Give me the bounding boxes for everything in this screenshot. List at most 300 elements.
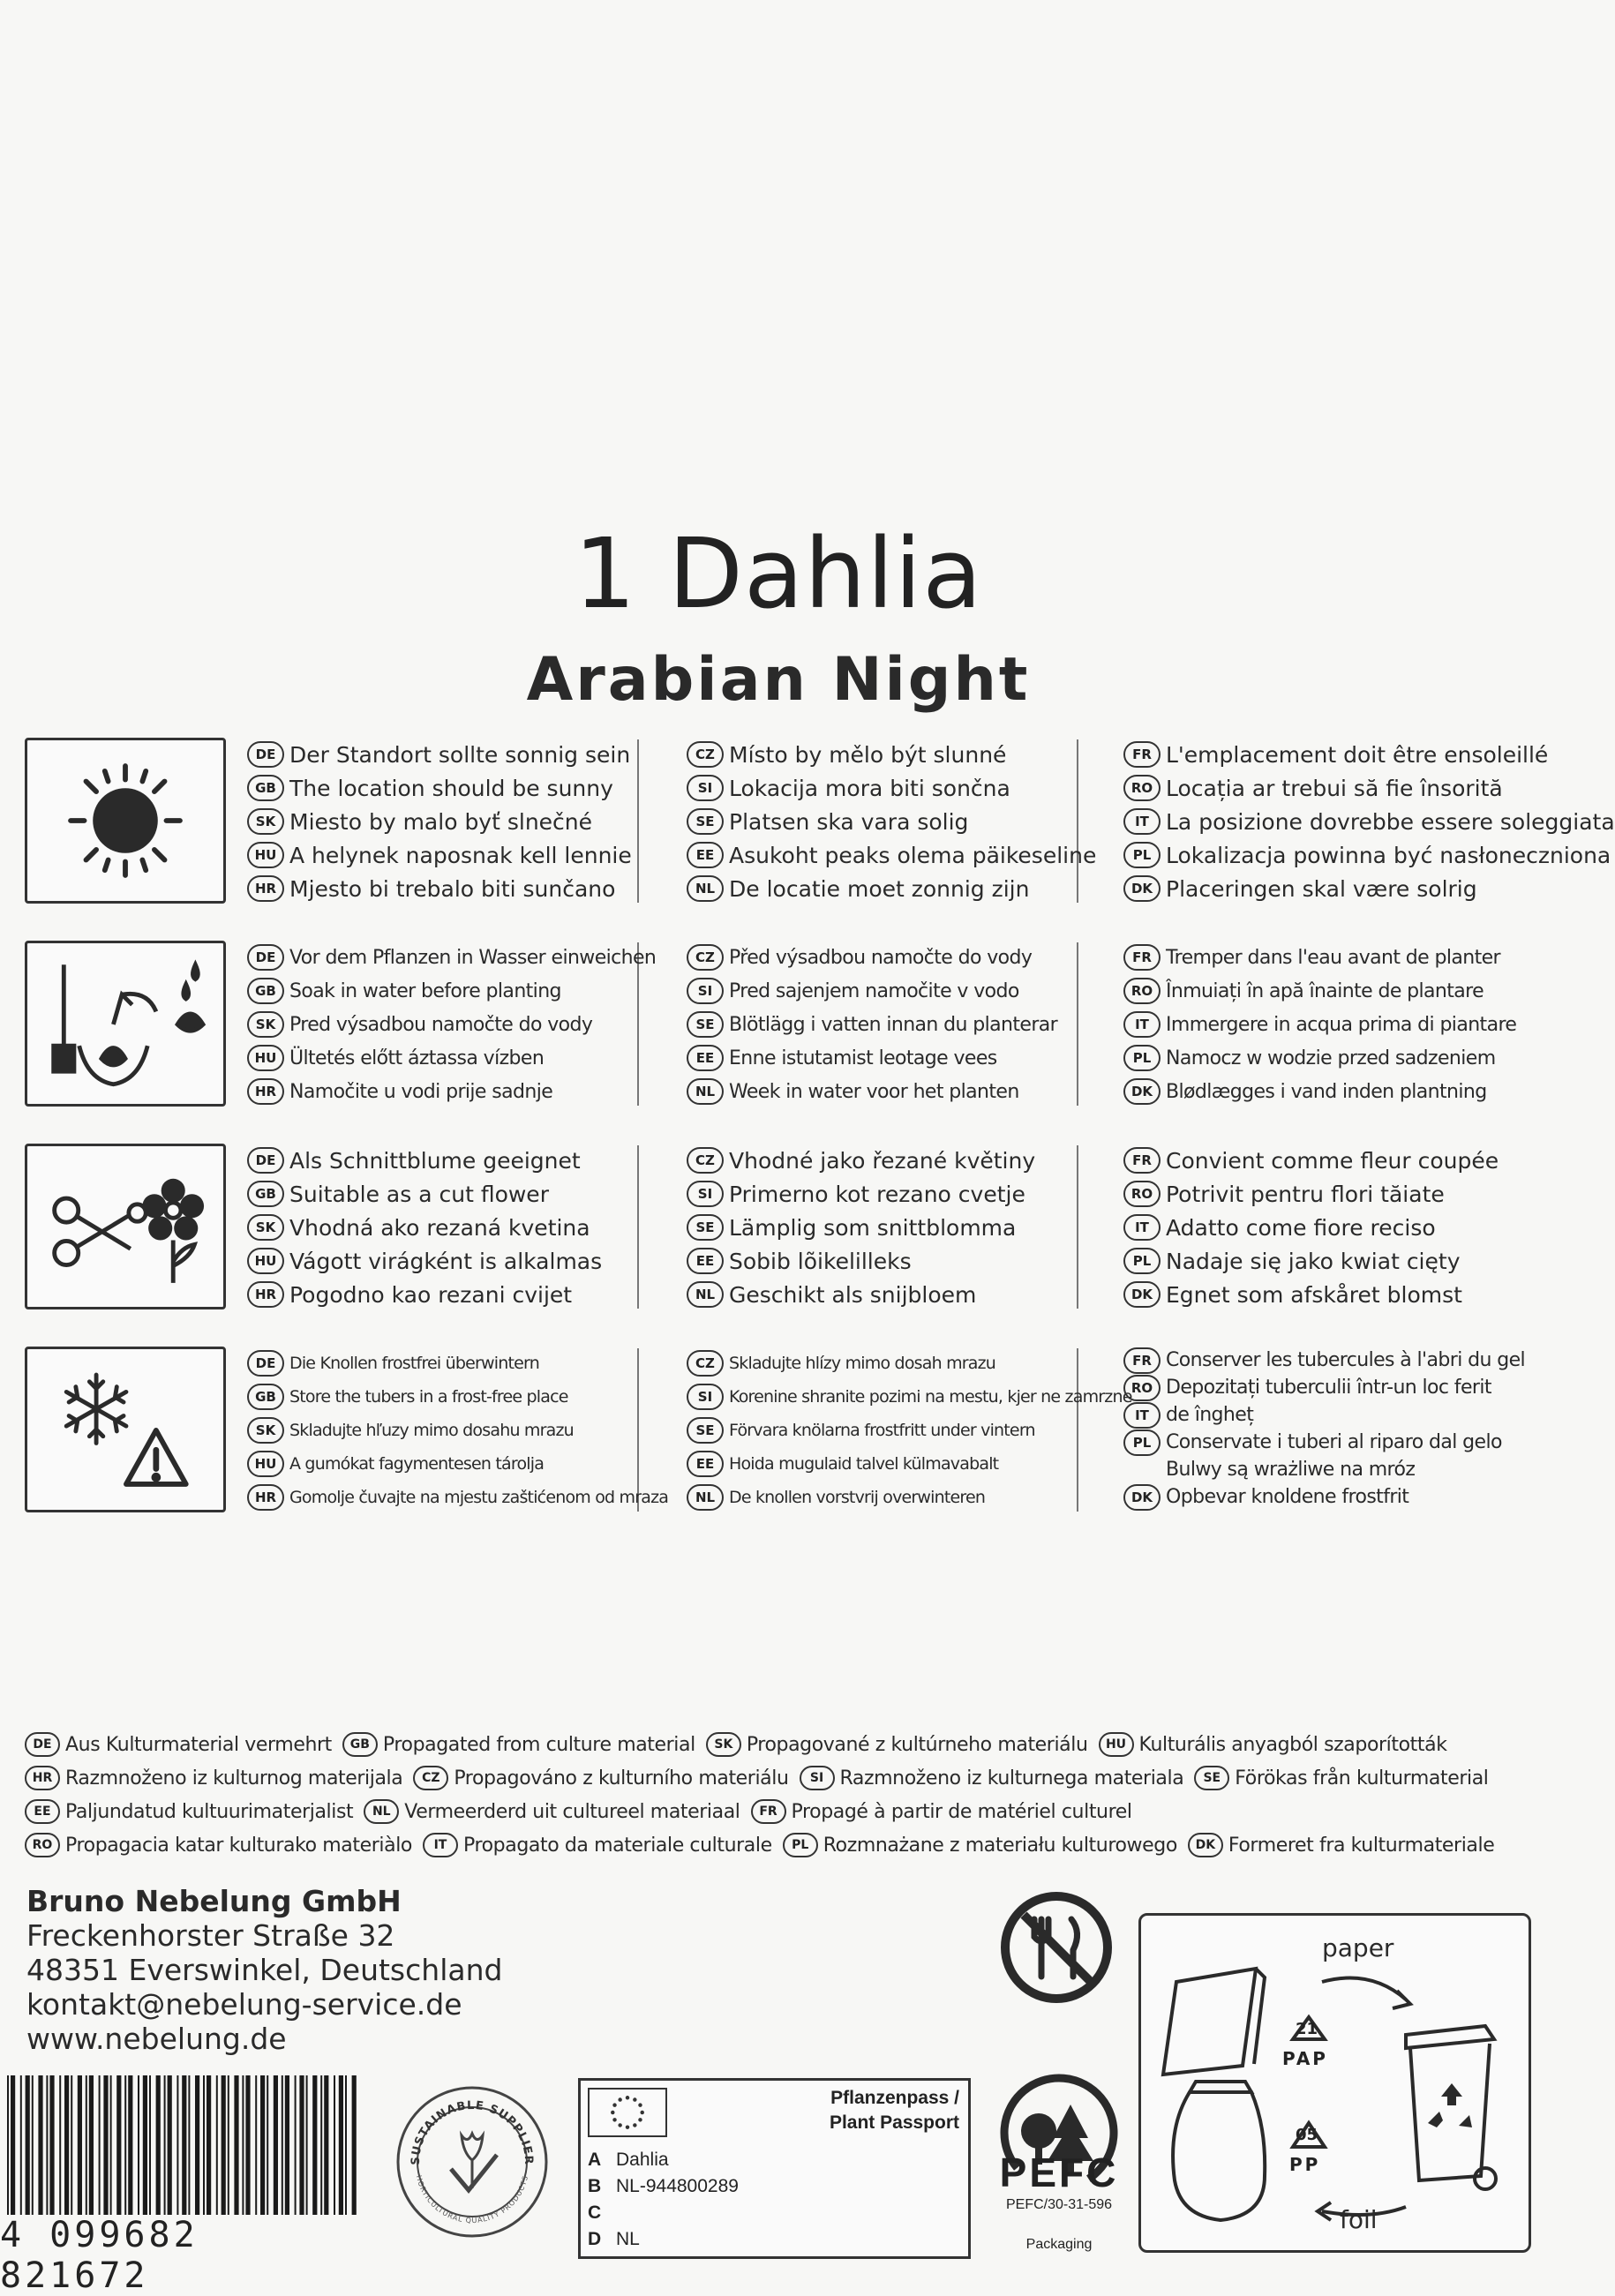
instruction-line [247,872,693,905]
propagation-text: Propagato da materiale culturale [462,1834,772,1857]
instruction-line [687,1144,1128,1177]
seal-top-text: SUSTAINABLE SUPPLIER [409,2098,536,2165]
country-code-badge: NL [687,875,724,902]
instruction-line [1123,1244,1565,1278]
instruction-text: Week in water voor het planten [729,1080,1019,1103]
country-code-badge: HU [247,1045,284,1071]
country-code-badge: DK [1123,1078,1161,1105]
instruction-text: Namocz w wodzie przed sadzeniem [1166,1047,1496,1069]
propagation-text: Aus Kulturmaterial vermehrt [65,1733,332,1756]
instruction-text: De knollen vorstvrij overwinteren [729,1488,986,1507]
instruction-line [687,1008,1128,1041]
instruction-text: Potrivit pentru flori tăiate [1166,1181,1445,1207]
country-code-badge: FR [1123,741,1161,768]
country-code-badge: IT [1123,1214,1161,1241]
instruction-text: Namočite u vodi prije sadnje [289,1080,553,1103]
country-code-badge: FR [1123,944,1161,971]
country-code-badge: IT [1123,1011,1161,1038]
country-code-badge: SK [706,1732,741,1757]
country-code-badge: SI [687,978,724,1004]
country-code-badge: PL [783,1833,818,1857]
instruction-line [247,974,693,1008]
instruction-line [687,1075,1128,1108]
frost-warning-icon [25,1347,226,1512]
sun-icon [25,738,226,904]
recycling-diagram [1141,1916,1529,2250]
country-code-badge: EE [687,1248,724,1274]
instruction-line [687,1347,1128,1380]
sustainable-supplier-seal [393,2082,552,2241]
instruction-line [1123,1347,1565,1374]
instruction-text: Suitable as a cut flower [289,1181,549,1207]
instruction-line [687,1414,1128,1447]
instruction-line [687,974,1128,1008]
eu-star [618,2097,621,2101]
instruction-text: Skladujte hľuzy mimo dosahu mrazu [289,1421,574,1440]
country-code-badge: NL [364,1799,399,1824]
soak-bulb-icon [25,941,226,1107]
country-code-badge: HU [247,842,284,868]
instruction-line [247,738,693,771]
country-code-badge: SI [800,1766,835,1790]
instruction-line [687,1244,1128,1278]
passport-key-a: A [588,2150,602,2170]
country-code-badge: SE [687,1011,724,1038]
passport-row-c [588,2202,616,2224]
paper-label: paper [1322,1933,1394,1962]
instruction-text: Lokacija mora biti sončna [729,775,1010,801]
instruction-text: Vhodná ako rezaná kvetina [289,1214,590,1241]
instruction-column [687,1144,1128,1311]
eu-star [612,2103,616,2106]
paper-recycle-code: PAP [1282,2048,1328,2069]
country-code-badge: DK [1188,1833,1223,1857]
passport-row-d [588,2229,640,2250]
instruction-text: Placeringen skal være solrig [1166,875,1477,902]
instruction-line [247,1008,693,1041]
instruction-line [1123,1211,1565,1244]
country-code-badge: SI [687,775,724,801]
country-code-badge: HU [247,1248,284,1274]
propagation-line [25,1795,1543,1828]
instruction-text: The location should be sunny [289,775,613,801]
instruction-line [247,1414,693,1447]
instruction-line [247,1144,693,1177]
country-code-badge: FR [1123,1347,1161,1374]
country-code-badge: HR [247,1281,284,1308]
instruction-text: Sobib lõikelilleks [729,1248,912,1274]
country-code-badge: DE [247,1350,284,1377]
recycling-panel [1138,1913,1531,2253]
propagation-item [25,1799,353,1824]
tulip-check-icon [451,2134,497,2190]
instruction-text: Egnet som afskåret blomst [1166,1281,1462,1308]
country-code-badge: GB [247,1384,284,1410]
passport-title [830,2086,959,2135]
passport-row-b [588,2176,739,2197]
propagation-item [1099,1732,1447,1757]
country-code-badge: NL [687,1078,724,1105]
country-code-badge: HR [25,1766,60,1790]
company-name: Bruno Nebelung GmbH [26,1884,402,1918]
country-code-badge: SK [247,1011,284,1038]
passport-key-c: C [588,2202,602,2223]
country-code-badge: PL [1123,1248,1161,1274]
instruction-line [1123,1075,1565,1108]
product-variety: Arabian Night [526,645,1031,715]
instruction-line [247,1041,693,1075]
seal-bottom-text: HORTICULTURAL QUALITY PRODUCTS [414,2174,530,2225]
instruction-text: Blötlägg i vatten innan du planterar [729,1013,1058,1036]
instruction-text: A helynek naposnak kell lennie [289,842,632,868]
pefc-code: PEFC/30-31-596 [1005,2197,1113,2212]
propagation-item [25,1833,412,1857]
country-code-badge: RO [1123,1375,1161,1401]
eu-star [611,2111,614,2114]
instruction-line [247,941,693,974]
instruction-text: Lämplig som snittblomma [729,1214,1017,1241]
country-code-badge: CZ [687,1147,724,1174]
instruction-line [687,738,1128,771]
instruction-text: Skladujte hlízy mimo dosah mrazu [729,1354,996,1373]
instruction-text: A gumókat fagymentesen tárolja [289,1454,545,1474]
country-code-badge: GB [247,1181,284,1207]
propagation-item [364,1799,740,1824]
instruction-line [1123,1278,1565,1311]
instruction-line [687,838,1128,872]
foil-recycle-code: PP [1289,2154,1321,2175]
country-code-badge: HU [247,1451,284,1477]
instruction-column [687,941,1128,1108]
country-code-badge: RO [1123,978,1161,1004]
propagation-text: Propagacia katar kulturako materiàlo [65,1834,412,1857]
passport-row-a [588,2150,669,2171]
instruction-text: Adatto come fiore reciso [1166,1214,1436,1241]
eu-star [633,2123,636,2127]
eu-star [638,2118,642,2121]
propagation-text: Rozmnażane z materiału kulturowego [823,1834,1177,1857]
instruction-text: Primerno kot rezano cvetje [729,1181,1025,1207]
instruction-row [25,1347,1543,1514]
country-code-badge: SE [687,1417,724,1444]
instruction-line [1123,941,1565,974]
propagation-item [342,1732,695,1757]
foil-label: foil [1340,2205,1378,2234]
country-code-badge: DE [247,741,284,768]
instruction-row [25,1144,1543,1311]
instruction-column [1123,738,1615,905]
instruction-line [687,1481,1128,1514]
plant-passport [578,2078,971,2259]
instruction-text: Enne istutamist leotage vees [729,1047,997,1069]
company-city: 48351 Everswinkel, Deutschland [26,1953,503,1987]
passport-value-a: Dahlia [616,2150,669,2170]
country-code-badge: SK [247,1417,284,1444]
instruction-line [1123,1374,1565,1401]
propagation-text: Propagated from culture material [382,1733,695,1756]
country-code-badge: CZ [413,1766,448,1790]
propagation-text: Razmnoženo iz kulturnog materijala [65,1767,403,1790]
propagation-line [25,1828,1543,1862]
propagation-text: Propagované z kultúrneho materiálu [746,1733,1088,1756]
country-code-badge: EE [687,1451,724,1477]
pefc-packaging-label: Packaging [1025,2237,1093,2252]
instruction-text: Vor dem Pflanzen in Wasser einweichen [289,946,657,969]
instruction-line [1123,1041,1565,1075]
instruction-text: Der Standort sollte sonnig sein [289,741,631,768]
passport-value-d: NL [616,2229,640,2249]
instruction-text: Conserver les tubercules à l'abri du gel [1166,1349,1526,1371]
instruction-line [247,1347,693,1380]
eu-star [626,2125,629,2128]
company-street: Freckenhorster Straße 32 [26,1918,395,1953]
instruction-text: Pred výsadbou namočte do vody [289,1013,593,1036]
country-code-badge: NL [687,1484,724,1511]
instruction-text: Opbevar knoldene frostfrit [1166,1486,1409,1508]
country-code-badge: SK [247,808,284,835]
instruction-text: Ültetés előtt áztassa vízben [289,1047,545,1069]
propagation-text: Formeret fra kulturmateriale [1228,1834,1495,1857]
instruction-text: Korenine shranite pozimi na mestu, kjer ne zamrzne [729,1387,1132,1407]
instruction-line [687,1447,1128,1481]
country-code-badge: FR [751,1799,786,1824]
instruction-line [247,1481,693,1514]
instruction-text: Vágott virágként is alkalmas [289,1248,603,1274]
instruction-text: Asukoht peaks olema päikeseline [729,842,1097,868]
instruction-line [687,1041,1128,1075]
instruction-line [247,1380,693,1414]
propagation-text: Propagováno z kulturního materiálu [454,1767,789,1790]
propagation-statements [25,1728,1543,1862]
propagation-item [1188,1833,1494,1857]
instruction-line [1123,805,1615,838]
instruction-line [1123,1483,1565,1511]
propagation-item [413,1766,788,1790]
instruction-line [687,941,1128,974]
title-block [0,512,1557,720]
instruction-text: Lokalizacja powinna być nasłoneczniona [1166,842,1611,868]
instruction-line [687,805,1128,838]
country-code-badge: DE [25,1732,60,1757]
propagation-text: Förökas från kulturmaterial [1235,1767,1489,1790]
propagation-item [751,1799,1132,1824]
country-code-badge: SE [1194,1766,1229,1790]
country-code-badge: SE [687,1214,724,1241]
country-code-badge: GB [247,978,284,1004]
instruction-text: Înmuiați în apă înainte de plantare [1166,979,1484,1002]
propagation-line [25,1728,1543,1761]
instruction-column [247,941,693,1108]
company-address [26,1884,502,2056]
instruction-text: Die Knollen frostfrei überwintern [289,1354,539,1373]
country-code-badge: DK [1123,1484,1161,1511]
instruction-line [247,1447,693,1481]
country-code-badge: DK [1123,1281,1161,1308]
instruction-line [1123,771,1565,805]
instruction-text: Convient comme fleur coupée [1166,1147,1499,1174]
company-email: kontakt@nebelung-service.de [26,1987,462,2022]
country-code-badge: SK [247,1214,284,1241]
instruction-text: Gomolje čuvajte na mjestu zaštićenom od mraza [289,1488,669,1507]
eu-star [638,2103,642,2106]
country-code-badge: CZ [687,944,724,971]
instruction-text: Förvara knölarna frostfritt under vintern [729,1421,1035,1440]
instruction-text: Hoida mugulaid talvel külmavabalt [729,1454,999,1474]
instruction-line [247,1211,693,1244]
country-code-badge: EE [25,1799,60,1824]
instruction-line [687,1177,1128,1211]
eu-star [640,2111,643,2114]
instruction-line [247,1244,693,1278]
country-code-badge: HU [1099,1732,1134,1757]
instruction-column [1123,1144,1565,1311]
country-code-badge: RO [1123,1181,1161,1207]
pefc-logo-icon [984,2016,1134,2255]
recycling-bin-icon [1406,2026,1494,2048]
instruction-text: La posizione dovrebbe essere soleggiata [1166,808,1615,835]
instruction-column [247,1347,693,1514]
propagation-item [25,1766,402,1790]
instruction-text: Store the tubers in a frost-free place [289,1387,568,1407]
passport-value-b: NL-944800289 [616,2176,739,2196]
country-code-badge: IT [1123,1402,1161,1429]
instruction-text: Miesto by malo byť slnečné [289,808,593,835]
paper-sheet-icon [1163,1969,1256,2075]
instruction-text: Soak in water before planting [289,979,561,1002]
propagation-text: Propagé à partir de matériel culturel [791,1800,1132,1823]
country-code-badge: IT [1123,808,1161,835]
instruction-text: Tremper dans l'eau avant de planter [1166,946,1500,969]
instruction-row [25,941,1543,1108]
scissors-flower-icon [25,1144,226,1309]
country-code-badge: CZ [687,1350,724,1377]
propagation-item [423,1833,772,1857]
country-code-badge: PL [1123,1045,1161,1071]
country-code-badge: SI [687,1384,724,1410]
instruction-line [247,1075,693,1108]
instruction-line [247,1278,693,1311]
country-code-badge: FR [1123,1147,1161,1174]
instruction-text: Depozitați tuberculii într-un loc ferit [1166,1377,1491,1399]
instruction-column [1123,941,1565,1108]
foil-recycle-number: 05 [1296,2126,1318,2144]
instruction-text: L'emplacement doit être ensoleillé [1166,741,1549,768]
eu-star [626,2096,629,2099]
country-code-badge: DK [1123,875,1161,902]
instruction-line [687,1211,1128,1244]
country-code-badge: GB [342,1732,378,1757]
instruction-column [1123,1347,1565,1511]
country-code-badge: IT [423,1833,458,1857]
country-code-badge: NL [687,1281,724,1308]
instruction-line [247,1177,693,1211]
instruction-line [247,771,693,805]
instruction-text: Vhodné jako řezané květiny [729,1147,1036,1174]
instruction-text: Místo by mělo být slunné [729,741,1007,768]
instruction-text: Geschikt als snijbloem [729,1281,977,1308]
instruction-text: Immergere in acqua prima di piantare [1166,1013,1517,1036]
country-code-badge: RO [25,1833,60,1857]
instruction-line [1123,1008,1565,1041]
instruction-column [687,738,1128,905]
instruction-line [1123,1144,1565,1177]
eu-star [612,2118,616,2121]
company-website: www.nebelung.de [26,2022,287,2056]
instruction-line [687,1380,1132,1414]
pefc-brand: PEFC [999,2150,1119,2195]
propagation-item [783,1833,1177,1857]
propagation-line [25,1761,1543,1795]
product-title: 1 Dahlia [574,517,983,630]
country-code-badge: SI [687,1181,724,1207]
instruction-text: Pred sajenjem namočite v vodo [729,979,1019,1002]
propagation-item [25,1732,332,1757]
country-code-badge: PL [1123,842,1161,868]
country-code-badge: SE [687,808,724,835]
instruction-line [1123,1456,1565,1483]
instruction-line [247,805,693,838]
instruction-text: Mjesto bi trebalo biti sunčano [289,875,616,902]
barcode-number: 4 099682 821672 [0,2215,362,2296]
propagation-item [1194,1766,1488,1790]
country-code-badge: EE [687,1045,724,1071]
passport-key-d: D [588,2229,602,2249]
instruction-column [247,738,693,905]
instruction-text: Blødlægges i vand inden plantning [1166,1080,1487,1103]
country-code-badge: HR [247,1078,284,1105]
instruction-text: Locația ar trebui să fie însorită [1166,775,1503,801]
country-code-badge: DE [247,944,284,971]
instruction-column [687,1347,1132,1514]
propagation-text: Kulturális anyagból szaporították [1138,1733,1447,1756]
instruction-text: Conservate i tuberi al riparo dal gelo [1166,1431,1502,1453]
instruction-line [1123,1177,1565,1211]
instruction-line [687,1278,1128,1311]
instruction-text: Platsen ska vara solig [729,808,969,835]
passport-key-b: B [588,2176,602,2196]
instruction-line [1123,1429,1565,1456]
country-code-badge: GB [247,775,284,801]
instruction-line [1123,872,1565,905]
instruction-line [687,771,1128,805]
instruction-line [1123,838,1611,872]
instruction-column [247,1144,693,1311]
propagation-item [800,1766,1184,1790]
propagation-text: Razmnoženo iz kulturnega materiala [839,1767,1184,1790]
propagation-item [706,1732,1088,1757]
instruction-line [1123,738,1565,771]
instruction-line [247,838,693,872]
country-code-badge: EE [687,842,724,868]
country-code-badge: RO [1123,775,1161,801]
instruction-row [25,738,1615,905]
passport-title-de: Pflanzenpass / [830,2088,959,2108]
passport-title-en: Plant Passport [829,2112,959,2133]
paper-recycle-number: 21 [1296,2020,1318,2038]
eu-star [633,2097,636,2101]
instruction-line [1123,1401,1565,1429]
eu-flag-icon [588,2088,667,2137]
instruction-line [687,872,1128,905]
instruction-line [1123,974,1565,1008]
propagation-text: Vermeerderd uit cultureel materiaal [404,1800,740,1823]
eu-star [618,2123,621,2127]
instruction-text: de îngheț [1166,1404,1254,1426]
instruction-text: Bulwy są wrażliwe na mróz [1166,1459,1416,1481]
instruction-text: De locatie moet zonnig zijn [729,875,1030,902]
foil-bag-icon [1173,2092,1265,2220]
instruction-text: Před výsadbou namočte do vody [729,946,1033,969]
